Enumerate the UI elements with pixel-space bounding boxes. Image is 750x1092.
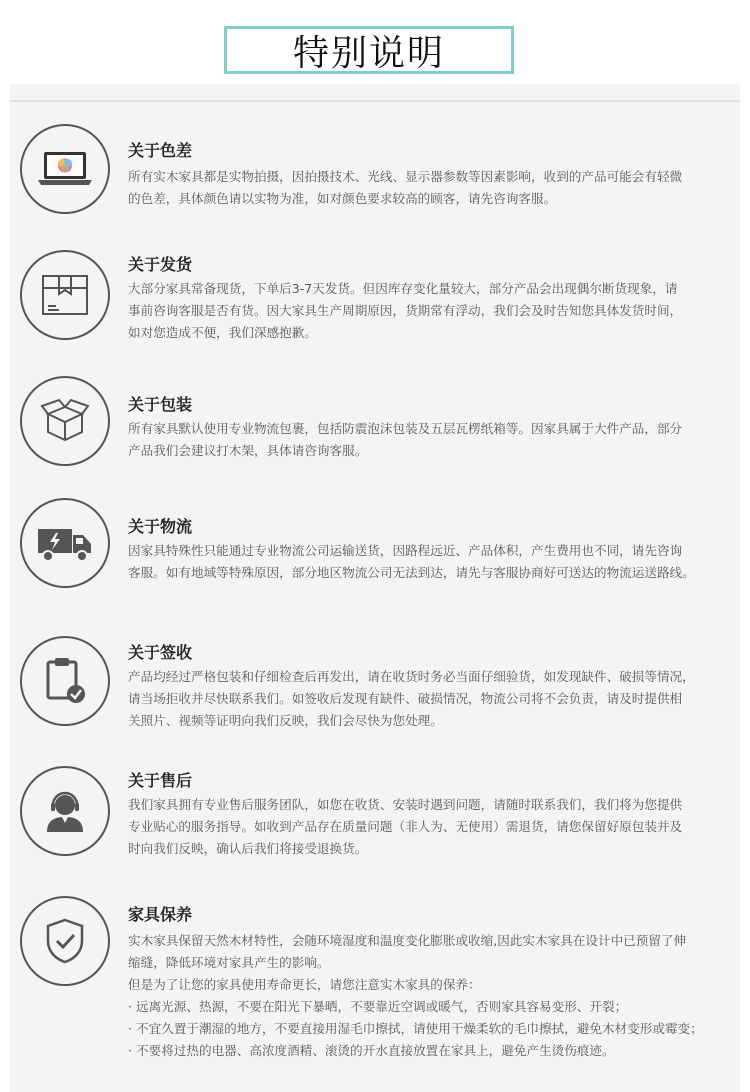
section-title: 关于物流 <box>128 517 193 536</box>
body-line: 缩缝，降低环境对家具产生的影响。 <box>128 955 330 970</box>
body-line: 大部分家具常备现货，下单后3-7天发货。但因库存变化量较大，部分产品会出现偶尔断货现象，请 <box>128 281 678 296</box>
section-title: 关于色差 <box>128 141 193 160</box>
customer-service-icon <box>20 766 110 856</box>
body-line: 因家具特殊性只能通过专业物流公司运输送货，因路程远近、产品体积，产生费用也不同，请先咨询 <box>128 543 683 558</box>
body-line: 所有家具默认使用专业物流包裹，包括防震泡沫包装及五层瓦楞纸箱等。因家具属于大件产品，部分 <box>128 421 683 436</box>
shield-check-icon <box>20 896 110 986</box>
section-body <box>128 930 734 1062</box>
body-line: 所有实木家具都是实物拍摄，因拍摄技术、光线、显示器参数等因素影响，收到的产品可能会有轻微 <box>128 169 683 184</box>
section-title: 关于包装 <box>128 395 193 414</box>
section-title: 家具保养 <box>128 905 193 924</box>
section-body <box>128 418 734 462</box>
section-body <box>128 540 734 584</box>
section-title: 关于签收 <box>128 643 193 662</box>
body-line: · 不宜久置于潮湿的地方，不要直接用湿毛巾擦拭，请使用干燥柔软的毛巾擦拭，避免木材变形或霉变； <box>128 1021 703 1036</box>
body-line: 如对您造成不便，我们深感抱歉。 <box>128 325 317 340</box>
body-line: 实木家具保留天然木材特性，会随环境湿度和温度变化膨胀或收缩,因此实木家具在设计中已预留了伸 <box>128 933 687 948</box>
laptop-icon <box>20 124 110 214</box>
body-line: 产品我们会建议打木架，具体请咨询客服。 <box>128 443 368 458</box>
body-line: 时向我们反映，确认后我们将接受退换货。 <box>128 841 368 856</box>
body-line: 客服。如有地域等特殊原因，部分地区物流公司无法到达，请先与客服协商好可送达的物流运送路线。 <box>128 565 695 580</box>
section-title: 关于售后 <box>128 771 193 790</box>
body-line: 请当场拒收并尽快联系我们。如签收后发现有缺件、破损情况，物流公司将不会负责，请及时提供相 <box>128 691 683 706</box>
section-body <box>128 278 734 344</box>
page-title: 特别说明 <box>224 26 514 74</box>
section-body <box>128 166 734 210</box>
open-box-icon <box>20 376 110 466</box>
truck-icon <box>20 498 110 588</box>
body-line: 事前咨询客服是否有货。因大家具生产周期原因，货期常有浮动，我们会及时告知您具体发货时间， <box>128 303 683 318</box>
body-line: 关照片、视频等证明向我们反映，我们会尽快为您处理。 <box>128 713 443 728</box>
body-line: 专业贴心的服务指导。如收到产品存在质量问题（非人为、无使用）需退货，请您保留好原包装并及 <box>128 819 683 834</box>
body-line: 产品均经过严格包装和仔细检查后再发出，请在收货时务必当面仔细验货，如发现缺件、破损等情况， <box>128 669 695 684</box>
section-title: 关于发货 <box>128 255 193 274</box>
body-line: · 远离光源、热源，不要在阳光下暴晒，不要靠近空调或暖气，否则家具容易变形、开裂； <box>128 999 628 1014</box>
body-line: 的色差，具体颜色请以实物为准，如对颜色要求较高的顾客，请先咨询客服。 <box>128 191 557 206</box>
section-body <box>128 666 734 732</box>
clipboard-check-icon <box>20 636 110 726</box>
body-line: 我们家具拥有专业售后服务团队，如您在收货、安装时遇到问题，请随时联系我们，我们将为您提供 <box>128 797 683 812</box>
package-box-icon <box>20 250 110 340</box>
body-line: 但是为了让您的家具使用寿命更长，请您注意实木家具的保养： <box>128 977 481 992</box>
section-body <box>128 794 734 860</box>
body-line: · 不要将过热的电器、高浓度酒精、滚烫的开水直接放置在家具上，避免产生烫伤痕迹。 <box>128 1043 615 1058</box>
divider <box>10 100 740 102</box>
